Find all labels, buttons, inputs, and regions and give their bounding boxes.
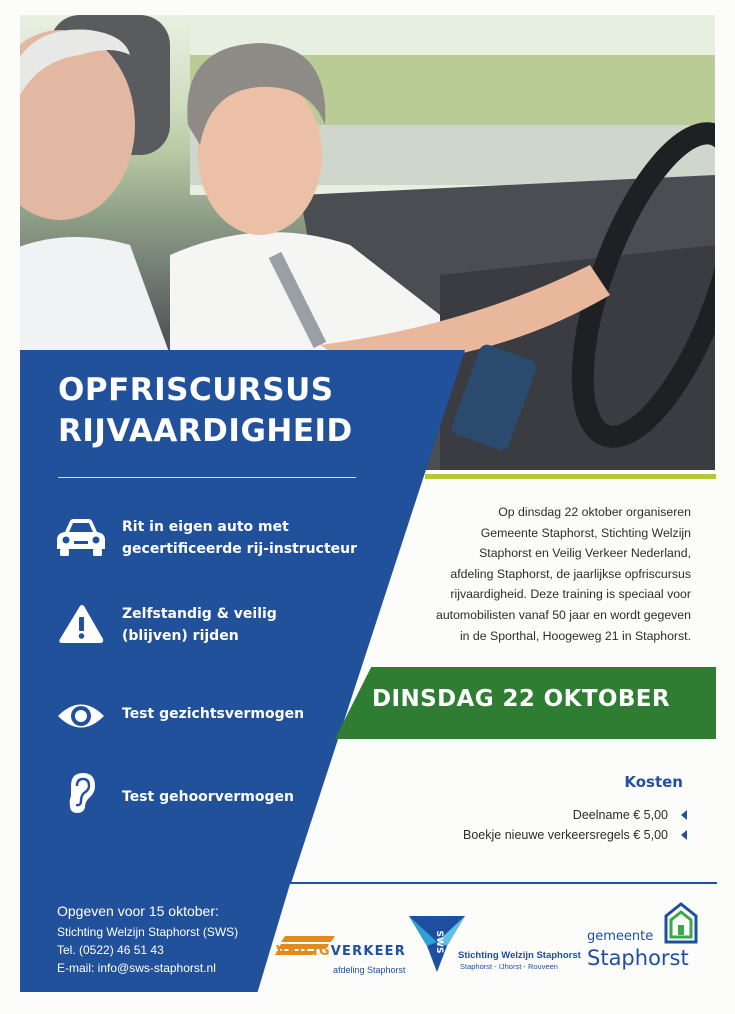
sws-name: Stichting Welzijn Staphorst xyxy=(458,950,581,961)
signup-deadline: Opgeven voor 15 oktober: xyxy=(57,903,219,919)
feature-car-text: Rit in eigen auto met gecertificeerde rij-instructeur xyxy=(122,519,357,557)
eye-icon xyxy=(55,695,107,737)
staphorst-label: Staphorst xyxy=(587,946,689,970)
arrow-left-icon xyxy=(681,830,687,840)
title-divider xyxy=(58,477,356,478)
sws-badge-text: SWS xyxy=(434,930,444,954)
gemeente-label: gemeente xyxy=(587,929,654,944)
costs-title: Kosten xyxy=(624,773,683,791)
feature-eye-text: Test gezichtsvermogen xyxy=(122,706,305,722)
contact-org: Stichting Welzijn Staphorst (SWS) xyxy=(57,925,239,939)
title-line-2: RIJVAARDIGHEID xyxy=(58,413,353,449)
sws-subtitle: Staphorst - IJhorst - Rouveen xyxy=(460,962,558,971)
veilig-verkeer-subtitle: afdeling Staphorst xyxy=(333,965,406,975)
contact-email: E-mail: info@sws-staphorst.nl xyxy=(57,961,216,975)
ear-icon xyxy=(55,772,107,814)
veilig-verkeer-name: VEILIGVERKEER xyxy=(276,944,406,959)
cost-item-booklet: Boekje nieuwe verkeersregels € 5,00 xyxy=(463,828,668,842)
contact-phone: Tel. (0522) 46 51 43 xyxy=(57,943,164,957)
house-icon xyxy=(664,902,698,946)
sws-logo xyxy=(407,912,467,974)
intro-paragraph: Op dinsdag 22 oktober organiseren Gemeente Staphorst, Stichting Welzijn Staphorst en Veilig Verkeer Nederland, afdeling Staphorst, de jaarlijkse opfriscursus rijvaardigheid. Deze training is speciaal voor automobilisten vanaf 50 jaar en wordt gegeven in de Sporthal, Hoogeweg 21 in Staphorst. xyxy=(436,505,691,643)
car-icon xyxy=(55,516,107,558)
feature-ear-text: Test gehoorvermogen xyxy=(122,789,294,805)
cost-item-participation: Deelname € 5,00 xyxy=(572,808,668,822)
arrow-left-icon xyxy=(681,810,687,820)
page-title xyxy=(58,370,353,452)
accent-line xyxy=(425,474,716,479)
date-banner-text: DINSDAG 22 OKTOBER xyxy=(372,686,671,712)
footer-divider xyxy=(20,882,717,884)
title-line-1: OPFRISCURSUS xyxy=(58,372,334,408)
feature-warning-text: Zelfstandig & veilig (blijven) rijden xyxy=(122,606,277,644)
veilig-verkeer-logo xyxy=(275,930,405,990)
warning-icon xyxy=(55,603,107,645)
